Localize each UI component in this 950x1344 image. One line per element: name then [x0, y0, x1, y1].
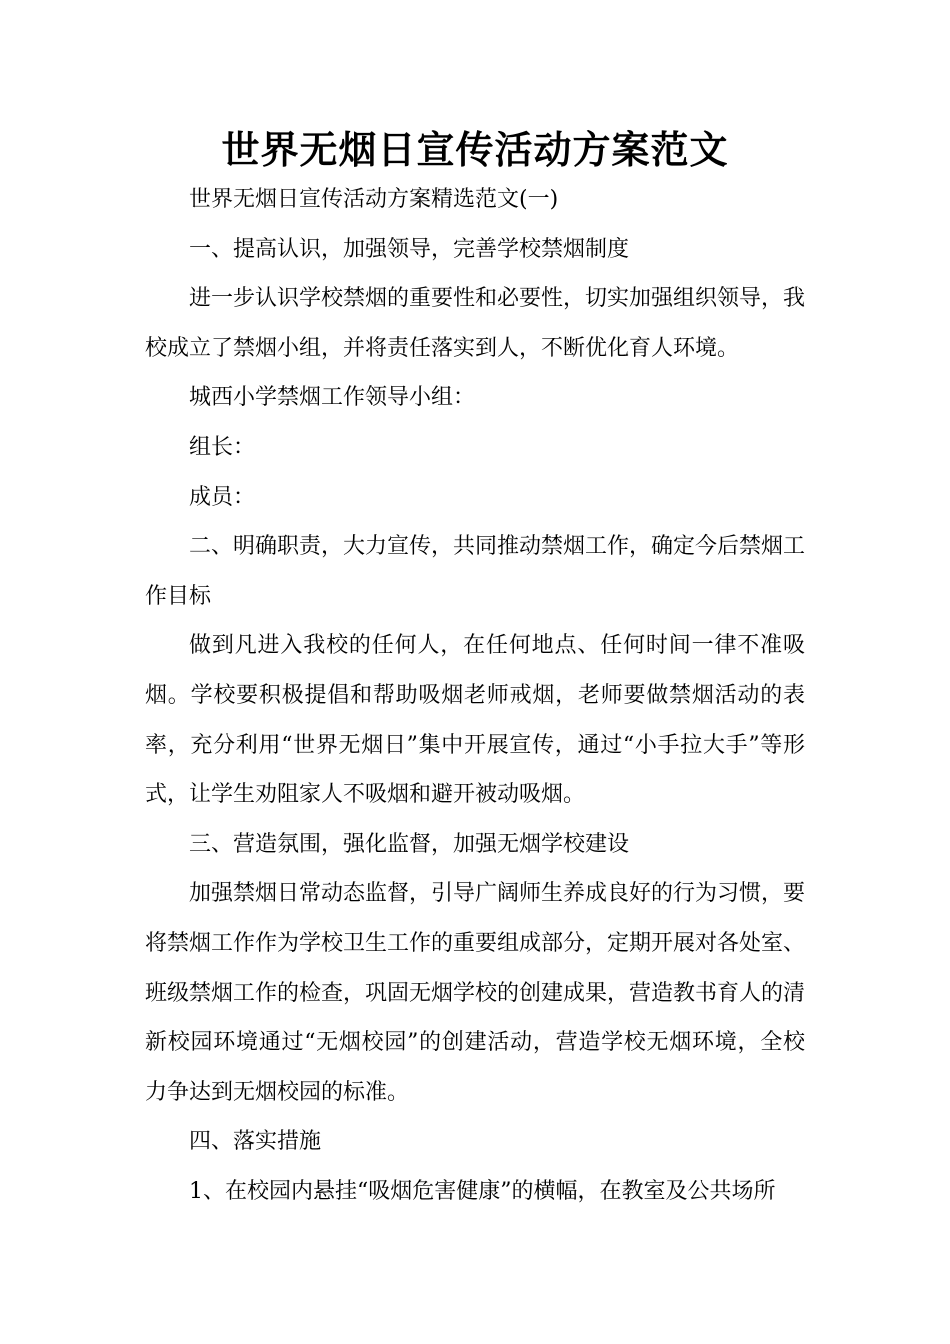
body-paragraph: 组长： — [189, 434, 256, 460]
body-paragraph: 加强禁烟日常动态监督，引导广阔师生养成良好的行为习惯，要将禁烟工作作为学校卫生工作的重要组成部分，定期开展对各处室、班级禁烟工作的检查，巩固无烟学校的创建成果，营造教书育人的清新校园环境通过“无烟校园”的创建活动，营造学校无烟环境，全校力争达到无烟校园的标准。 — [145, 881, 806, 1105]
subtitle-paragraph: 世界无烟日宣传活动方案精选范文(一) — [189, 187, 559, 212]
section-heading-4: 四、落实措施 — [189, 1129, 322, 1155]
section-heading-1: 一、提高认识，加强领导，完善学校禁烟制度 — [189, 236, 630, 262]
section-heading-2: 二、明确职责，大力宣传，共同推动禁烟工作，确定今后禁烟工作目标 — [145, 534, 806, 609]
body-paragraph: 做到凡进入我校的任何人，在任何地点、任何时间一律不准吸烟。学校要积极提倡和帮助吸烟老师戒烟，老师要做禁烟活动的表率，充分利用“世界无烟日”集中开展宣传，通过“小手拉大手”等形式，让学生劝阻家人不吸烟和避开被动吸烟。 — [145, 633, 805, 808]
body-paragraph: 1、在校园内悬挂“吸烟危害健康”的横幅，在教室及公共场所 — [189, 1178, 776, 1204]
body-paragraph: 成员： — [189, 484, 256, 510]
body-paragraph: 进一步认识学校禁烟的重要性和必要性，切实加强组织领导，我校成立了禁烟小组，并将责任落实到人，不断优化育人环境。 — [145, 286, 806, 361]
document-body — [145, 175, 805, 1216]
document-title: 世界无烟日宣传活动方案范文 — [221, 128, 729, 172]
body-paragraph: 城西小学禁烟工作领导小组： — [189, 385, 476, 411]
section-heading-3: 三、营造氛围，强化监督，加强无烟学校建设 — [189, 831, 630, 857]
